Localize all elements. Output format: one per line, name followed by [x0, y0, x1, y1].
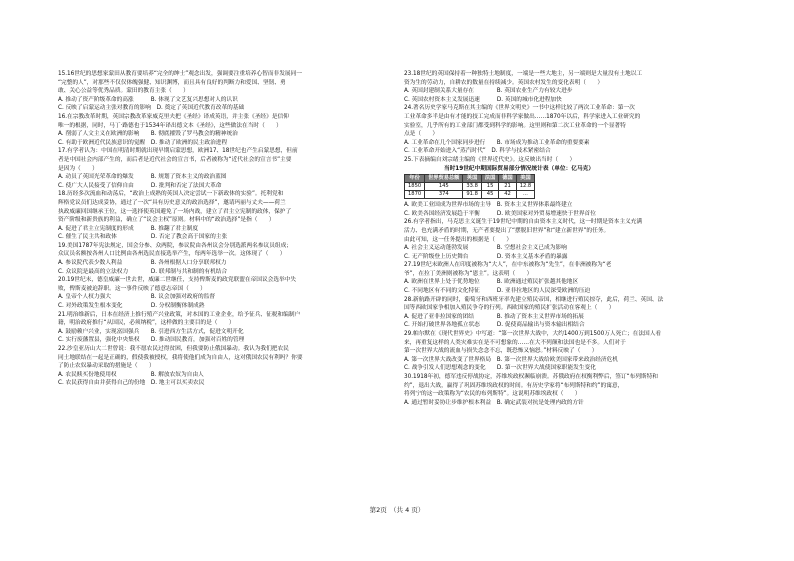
text-line: 22.沙皇亚历山大二世曾说：我不愿农民过得贫困，但我要防止俄国暴动。我认为我们把农民 — [58, 346, 289, 352]
text-line: A. 动员了英国光荣革命的爆发 B. 规划了资本主义的政治蓝图 — [58, 174, 227, 181]
text-line: 唯一的根据，同时，马丁·路德也于1534年译出德文本《圣经》，这些做法在当时（ ） — [58, 122, 282, 129]
table-header-cell: 年份 — [405, 175, 425, 183]
table-cell: 374 — [425, 191, 463, 199]
text-line: 29.帕尔默在《现代世界史》中写道：“第一次世界大战中，大约1400万到1500万人死亡；在法国人看 — [404, 331, 662, 338]
text-line: A. 英国封建制关系大量存在 B. 英国农业生产力有较大进步 — [404, 88, 573, 95]
text-line: 第一次世界大战的流血与损失念念不忘，既恐怖又恼怒。”材料反映了（ ） — [404, 348, 598, 355]
text-line: 25.下表摘编自刘宗绪主编的《世界近代史》。这反映出当时（ ） — [404, 156, 576, 163]
text-line: A. 欧美工业国成为世界市场的主导 B. 资本主义世界体系最终建立 — [404, 202, 573, 209]
text-line: C. 众议院是最高的立法权力 D. 联邦制与共和制的有机结合 — [58, 268, 228, 275]
text-line: 敢、关心公益等优秀品质。蒙田的教育主张（ ） — [58, 88, 189, 95]
text-line: 24.著名历史学家马克斯在其主编的《世界文明史》一书中这样比较了两次工业革命：第一次 — [404, 105, 635, 112]
text-line: A. 通过暂时妥协让步维护根本利益 B. 确定武装对抗是处理内政的方针 — [404, 399, 584, 406]
table-cell: 1850 — [405, 183, 425, 191]
text-line: 来，再重复这样的人类灾难实在是不可想象的……在大不列颠和法国也是不多。人们对于 — [404, 339, 626, 346]
text-line: 17.有学者认为：中国在明清时期就出现早期启蒙思想，欧洲17、18世纪也产生启蒙思想，但前 — [58, 148, 298, 155]
text-line: 约”，退出大战，赢得了巩固苏维埃政权的时间。有历史学家将“布列斯特和约”的寓意， — [404, 382, 624, 389]
table-row — [405, 183, 535, 191]
table-header-cell: 德国 — [499, 175, 516, 183]
table-header-cell: 英国 — [463, 175, 482, 183]
table-cell: 12.8 — [516, 183, 535, 191]
text-line: 资产阶级和新贵族的利益，确立了“议会主权”原则。材料中的“政治选择”是指（ ） — [58, 217, 275, 224]
text-line: 活力、也充满矛盾的时期，无产者要提出了“摆脱旧世界”和“建立新世界”的任务。 — [404, 227, 610, 234]
text-line: 18.历经多次流血和动荡后，“政治上成熟的英国人决定尝试一下新政体的实验”。托利党和 — [58, 191, 284, 198]
text-line: A. 促进了亚非拉国家的团结 B. 推动了资本主义世界市场的拓展 — [404, 313, 584, 320]
text-line: 国等西欧国家争相加入殖民争夺的行列。西欧国家的殖民扩张活动在客观上（ ） — [404, 305, 615, 312]
table-cell: 145 — [425, 183, 463, 191]
text-line: C. 农民获得自由并获得自己的份地 D. 地主可以买卖农民 — [58, 380, 205, 387]
text-line: 执政威廉回国继承王位，这一选择使英国避免了一场内战，建立了君主立宪制的政体，保护了 — [58, 208, 292, 215]
text-line: 工业革命多半是由有才能的技工完成而非科学家做出……1870年以后，科学家进入工业研究的 — [404, 113, 641, 120]
text-line: C. 催生了民主共和政体 D. 否定了教会高于国家的主张 — [58, 234, 228, 241]
right-column-bottom — [404, 201, 759, 407]
text-line: 同土地联结在一起是正确的，假使我被授权，我将使他们成为自由人，这对俄国农民有利吗？你要 — [58, 354, 303, 361]
table-cell: 15 — [481, 183, 498, 191]
text-line: 16.在宗教改革时期，英国宗教改革家威克里夫把《圣经》译成英语，并主张《圣经》是信仰 — [58, 113, 289, 120]
text-line: C. 欧美各国经济发展趋于平衡 D. 欧美国家对外贸易增速快于世界首位 — [404, 210, 596, 217]
text-line: 者是中国社会内部产生的，而后者是近代社会的宣言书，后者被称为“近代社会的宣言书”主要 — [58, 156, 292, 163]
trade-statistics-table — [404, 174, 535, 199]
table-cell: 91.8 — [463, 191, 482, 199]
text-line: A. 推动了资产阶级革命的高涨 B. 体现了文艺复兴思想对人的认识 — [58, 96, 238, 103]
table-header-cell: 法国 — [481, 175, 498, 183]
text-line: 19.美国1787年宪法规定，国会分参、众两院，参议院由各州议会分别选派两名参议员组成； — [58, 242, 292, 249]
text-line: 爷”，在拉丁美洲则被称为“恩主”。这表明（ ） — [404, 270, 533, 277]
text-line: C. 无产阶级登上历史舞台 D. 资本主义基本矛盾的暴露 — [404, 253, 568, 260]
text-line: 将列宁的这一政策称为“农民的布列斯特”。这说明苏维埃政权（ ） — [404, 391, 581, 398]
text-line: 15.16世纪的思想家蒙田从教育要培养“完全的绅士”观念出发，强调要注重培养心智而非发展同一 — [58, 71, 302, 77]
table-cell: 21 — [499, 183, 516, 191]
text-line: A. 社会主义运动蓬勃发展 B. 空想社会主义已成为影响 — [404, 245, 567, 252]
right-column — [404, 70, 759, 407]
text-line: 籍，明治政府推行“从国民，必须纳税”，这样做的主要目的是（ ） — [58, 320, 235, 327]
text-line: A. 削弱了人文主义在欧洲的影响 B. 彻底摧毁了罗马教会的精神统治 — [58, 131, 238, 138]
left-column — [58, 70, 413, 388]
text-line: 28.新航路开辟的同时，葡萄牙和西班牙率先建立殖民帝国，相继进行殖民掠夺，此后，荷兰、英国、法 — [404, 296, 664, 303]
text-line: 了防止农奴暴动采取的措施是（ ） — [58, 363, 155, 370]
table-row — [405, 191, 535, 199]
text-line: C. 英国农村资本主义发展迅速 D. 英国的城市化进程加快 — [404, 96, 562, 103]
text-line: 辉格党议员们达成妥协，通过了一次“具有历史意义的政治选择”，邀请玛丽与丈夫——荷兰 — [58, 199, 286, 206]
text-line: C. 有助于欧洲近代民族意识的觉醒 D. 推动了欧洲的民主政治进程 — [58, 139, 228, 146]
text-line: C. 使广大人民接受了信仰自由 D. 批判和否定了法国大革命 — [58, 182, 222, 189]
text-line: “完整的人”，对那些不仅仅体魄强健、知识渊博，而且具有良好的判断力和爱国、坚韧、勇 — [58, 79, 286, 86]
text-line: C. 实行废藩置县，强化中央集权 D. 推动国民教育，加强对百姓的管理 — [58, 337, 245, 344]
text-line: 23.18世纪的英国保持着一种独特土地制度，一端是一些大地主，另一端则是大量没有土地以工 — [404, 71, 643, 77]
text-line: A. 农民赎买份地使用权 B. 解放农奴为自由人 — [58, 371, 204, 378]
table-cell: 42 — [499, 191, 516, 199]
text-line: 实验室，几乎所有的工业部门都受到科学的影响。这里则和第二次工业革命的一个显著特 — [404, 122, 626, 129]
text-line: C. 对外政策发生根本变化 D. 分权制衡体制成熟 — [58, 303, 205, 310]
text-line: 26.有学者指出，马克思主义诞生于19世纪中期的自由资本主义时代，这一时期是资本主义充满 — [404, 219, 643, 226]
text-line: A. 鼓励赖户兴业，实现富国强兵 B. 引进西方生活方式，促进文明开化 — [58, 328, 244, 335]
text-line: A. 欧洲在世界上处于优势地位 B. 欧洲通过殖民扩张越其他地区 — [404, 279, 579, 286]
text-line: 由此可知，这一任务提出的根据是（ ） — [404, 236, 513, 243]
text-line: A. 参议院代表少数人利益 B. 各州根据人口分享联邦权力 — [58, 260, 227, 267]
table-cell: ... — [516, 191, 535, 199]
text-line: 27.19世纪末欧洲人在印度被称为“大人”，在中东被称为“先生”，在非洲被称为“老 — [404, 262, 612, 269]
text-line: C. 开始打破世界各地孤立状态 D. 促使商品输出与资本输出相结合 — [404, 322, 585, 329]
table-cell: 33.8 — [463, 183, 482, 191]
text-line: C. 不同地区有不同的文化特征 D. 亚非拉地区的人民深受欧洲的压迫 — [404, 288, 591, 295]
text-line: 21.明治维新后，日本在经济上推行殖产兴业政策，对本国的工业企业，给予征兵、征税和编制户 — [58, 311, 301, 318]
text-line: C. 战争引发人们思想观念的变化 D. 第一次世界大战使国家职能发生变化 — [404, 365, 596, 372]
table-header-cell: 美国 — [516, 175, 535, 183]
text-line: 点是（ ） — [404, 131, 439, 138]
text-line: C. 反映了启蒙运动主张对教育的影响 D. 奠定了英国近代教育改革的基础 — [58, 105, 245, 112]
text-line: 20.19世纪末，德皇威廉一世去世，威廉二世继任，支持俾斯麦的政党联盟在帝国议会选举中失 — [58, 277, 297, 284]
table-cell: 45 — [481, 191, 498, 199]
page-footer: 第2页 （共 4 页） — [369, 506, 425, 514]
text-line: A. 工业革命在几个国家同步进行 B. 市场成为推动工业革命的重要要素 — [404, 139, 590, 146]
text-line: A. 皇帝个人权力强大 B. 议会加强对政府的监督 — [58, 294, 216, 301]
table-title: 当时19世纪中期国际贸易部分情况统计表（单位：亿马克） — [443, 165, 595, 172]
text-line: 是因为（ ） — [58, 165, 98, 172]
right-column-top — [404, 70, 759, 165]
text-line: 败，俾斯麦被迫辞职。这一事件反映了德意志帝国（ ） — [58, 285, 206, 292]
text-line: 30.1918年初，德军违反停战协定，苏维埃政权濒临崩溃。苏俄政府在权衡利弊后，签订“布列斯特和 — [404, 374, 658, 380]
text-line: C. 工业革命开始进入“蒸汽时代” D. 科学与技术紧密结合 — [404, 148, 551, 155]
text-line: A. 促进了君主立宪制度的形成 B. 推翻了君主制度 — [58, 225, 199, 232]
table-header-cell: 世界贸易总额 — [425, 175, 463, 183]
text-line: 众议员名额按各州人口比例由各州选民直接选举产生，每两年选举一次。这体现了（ ） — [58, 251, 286, 258]
text-line: 资为生的劳动力，自耕农的数量在持续减少。英国农村发生的变化表明（ ） — [404, 79, 604, 86]
text-line: A. 第一次世界大战改变了世界格局 B. 第一次世界大战给欧美国家带来政治经济危机 — [404, 356, 618, 363]
table-cell: 1870 — [405, 191, 425, 199]
